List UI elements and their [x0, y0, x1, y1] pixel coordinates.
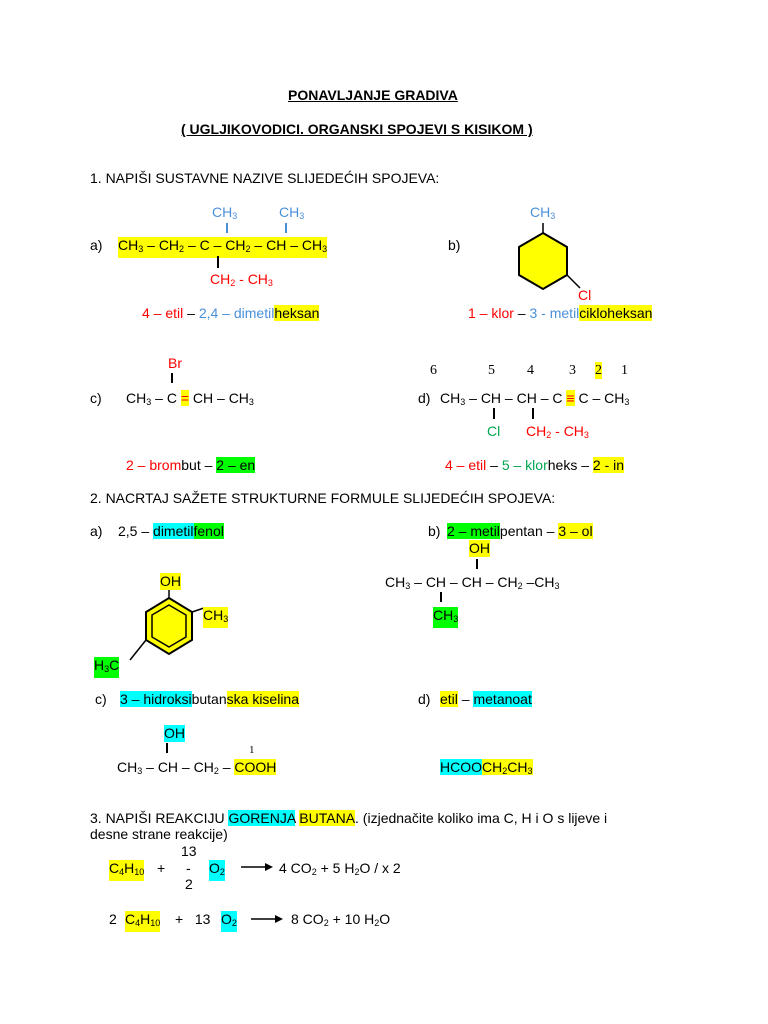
q3-eq2-c4h10: $C_4H_{10}$: [125, 911, 160, 932]
q1d-num-4: 4: [527, 363, 534, 378]
q3-eq1-o2: $O_2$: [209, 860, 225, 881]
bond-line: [166, 743, 168, 753]
q3-heading-line2: desne strane reakcije): [90, 826, 228, 842]
q2a-ch3: $CH_3$: [203, 607, 228, 628]
q2d-formula: $HCOOCH_2CH_3$: [440, 759, 533, 776]
page-title: PONAVLJANJE GRADIVA: [288, 87, 458, 103]
q1a-top-ch3-2: $CH_3$: [279, 204, 305, 221]
q3-eq1-den: 2: [185, 876, 193, 892]
q2b-chain: $CH_3$ – CH – CH – $CH_2$ $-CH_3$: [385, 574, 560, 591]
q2b-oh: OH: [469, 540, 490, 556]
q1b-top-ch3: $CH_3$: [530, 204, 556, 221]
q1d-num-3: 3: [569, 363, 576, 378]
q2c-num: 1: [249, 744, 255, 756]
q2a-name: 2,5 – dimetilfenol: [118, 523, 224, 539]
q1d-chain: $CH_3$ – CH – CH – $C \equiv C - CH_3$: [440, 390, 630, 407]
q1c-chain: $CH_3$ – C = CH – $CH_3$: [126, 390, 254, 407]
q2a-h3c: $H_3C$: [94, 657, 119, 678]
bond-line: [493, 408, 495, 419]
q2a-label: a): [90, 523, 103, 539]
benzene-ring: [110, 588, 220, 668]
q2a-oh: OH: [160, 573, 181, 589]
q1b-label: b): [448, 237, 461, 253]
q2-heading: 2. NACRTAJ SAŽETE STRUKTURNE FORMULE SLIJEDEĆIH SPOJEVA:: [90, 490, 556, 506]
bond-line: [285, 223, 287, 233]
q3-eq2-coef: 2: [109, 911, 117, 927]
q3-eq2-products: 8 $CO_2 + 10$ $H_2O$: [291, 911, 391, 928]
q1b-cl: Cl: [578, 287, 592, 303]
q1d-label: d): [418, 390, 431, 406]
bond-line: [226, 223, 228, 233]
q2b-label: b): [428, 523, 441, 539]
q3-eq1-c4h10: $C_4H_{10}$: [109, 860, 144, 881]
q1d-name: 4 – etil – 5 – klorheks – 2 - in: [445, 457, 625, 473]
q1a-bottom: $CH_2 - CH_3$: [210, 271, 273, 288]
bond-line: [171, 373, 173, 383]
page-subtitle: ( UGLJIKOVODICI. ORGANSKI SPOJEVI S KISIKOM ): [181, 121, 533, 137]
bond-line: [217, 256, 219, 268]
q2b-name: 2 – metilpentan – 3 – ol: [447, 523, 593, 539]
q1c-name: 2 – brombut – 2 – en: [126, 457, 256, 473]
q1a-top-ch3-1: $CH_3$: [212, 204, 238, 221]
q1d-num-5: 5: [488, 363, 495, 378]
q2c-label: c): [95, 691, 107, 707]
q3-eq1-dash: -: [186, 860, 191, 876]
bond-line: [532, 408, 534, 419]
reaction-arrow-icon: [240, 860, 274, 874]
q3-eq2-o2: $O_2$: [221, 911, 237, 932]
q1d-ethyl: $CH_2 - CH_3$: [526, 423, 589, 440]
q1-heading: 1. NAPIŠI SUSTAVNE NAZIVE SLIJEDEĆIH SPOJEVA:: [90, 170, 440, 186]
bond-line: [476, 559, 478, 569]
q1d-cl: Cl: [487, 423, 501, 439]
q1d-num-2: 2: [595, 363, 602, 378]
q1d-num-6: 6: [430, 363, 437, 378]
q1a-chain: $CH_3 - CH_2$ – C – $CH_2$ – CH – $CH_3$: [118, 237, 327, 258]
q3-eq2-plus13: + 13: [175, 911, 211, 927]
q2d-label: d): [418, 691, 431, 707]
q2c-name: 3 – hidroksibutanska kiselina: [120, 691, 300, 707]
q1c-label: c): [90, 390, 102, 406]
q2c-chain: $CH_3$ – CH – $CH_2$ – COOH: [117, 759, 277, 776]
q2b-ch3: $CH_3$: [433, 607, 458, 628]
q3-eq1-plus: +: [157, 860, 166, 876]
q1b-name: 1 – klor – 3 - metilcikloheksan: [468, 305, 653, 321]
q3-eq1-products: 4 $CO_2 + 5$ $H_2O$ / x 2: [279, 860, 401, 877]
q1a-label: a): [90, 237, 103, 253]
q1d-num-1: 1: [621, 363, 628, 378]
bond-line: [440, 592, 442, 602]
q2c-oh: OH: [164, 725, 185, 741]
q2d-name: etil – metanoat: [440, 691, 532, 707]
q1c-br: Br: [168, 355, 182, 371]
q3-eq1-num: 13: [181, 843, 197, 859]
q3-heading: 3. NAPIŠI REAKCIJU GORENJA BUTANA. (izjednačite koliko ima C, H i O s lijeve i: [90, 810, 608, 826]
q1a-name: 4 – etil – 2,4 – dimetilheksan: [142, 305, 320, 321]
reaction-arrow-icon: [250, 912, 284, 926]
